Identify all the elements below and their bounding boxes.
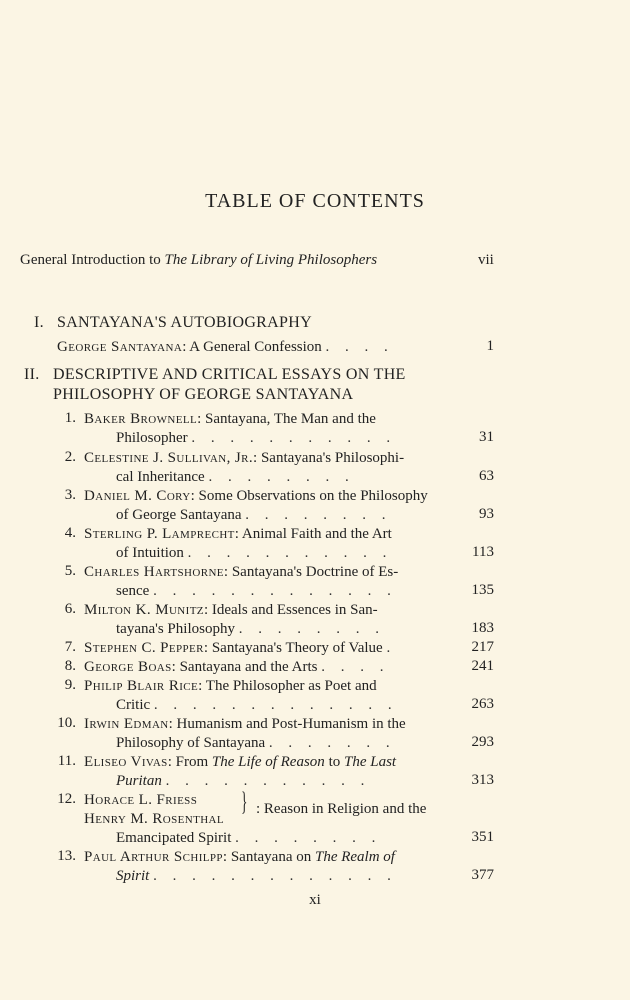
entry-page: 31 [479,429,494,445]
entry-line [84,563,398,582]
page-number: xi [309,892,321,908]
entry-line-2 [116,620,385,639]
entry-author: Irwin Edman [84,716,169,732]
section-1-entry [57,338,394,357]
entry-number: 11. [57,753,76,769]
page-title: TABLE OF CONTENTS [205,190,425,212]
entry-line-2 [116,429,396,448]
entry-author: Sterling P. Lamprecht [84,526,235,542]
entry-italic-title: The Realm of [314,849,395,865]
dot-leader: . . . . . . . . . . . . . [153,583,397,599]
entry-line [84,601,378,620]
entry-line [256,800,426,819]
entry-title: : Humanism and Post-Humanism in the [168,716,406,732]
entry-italic-title-cont: Puritan [116,773,162,789]
dot-leader: . . . . [325,339,394,355]
section-2-title-line2: PHILOSOPHY OF GEORGE SANTAYANA [53,386,354,403]
entry-line [84,715,406,734]
entry-italic-title: The Life of Reason [211,754,325,770]
dot-leader: . . . . . . . [268,735,396,751]
entry-line-2 [116,734,396,753]
entry-author: Milton K. Munitz [84,602,204,618]
entry-line [84,410,376,429]
entry-author: Celestine J. Sullivan, Jr. [84,450,254,466]
section-2-heading [24,364,524,408]
entry-title: : Some Observations on the Philosophy [190,488,428,504]
entry-title-cont: Philosopher [116,430,188,446]
entry-title: : Santayana on [222,849,315,865]
entry-author: Baker Brownell [84,411,198,427]
entry-title: : Santayana and the Arts [171,659,318,675]
entry-author: Charles Hartshorne [84,564,224,580]
entry-line-2 [116,696,398,715]
entry-title-cont: Emancipated Spirit [116,830,232,846]
entry-page: 183 [471,620,494,636]
dot-leader: . [386,640,397,656]
dot-leader: . . . . . . . . . . . [165,773,371,789]
entry-author: Philip Blair Rice [84,678,199,694]
entry-italic-title: The Last [343,754,397,770]
entry-title: : Santayana's Philosophi- [253,450,405,466]
entry-author-line-1 [84,791,197,810]
entry-number: 9. [64,677,76,693]
entry-line-2 [116,506,392,525]
section-2-title-line1: DESCRIPTIVE AND CRITICAL ESSAYS ON THE [53,366,406,383]
general-introduction-italic-title: The Library of Living Philosophers [164,252,378,268]
entry-line [84,658,389,677]
entry-line [84,639,396,658]
general-introduction-label: General Introduction to [20,252,161,268]
entry-page: 93 [479,506,494,522]
entry-title-cont: tayana's Philosophy [116,621,235,637]
brace-glyph: } [241,787,248,816]
dot-leader: . . . . . . . . [235,830,382,846]
dot-leader: . . . . . . . . [245,507,392,523]
section-1-entry-page: 1 [486,338,494,354]
entry-author: Horace L. Friess [84,792,198,808]
entry-author: Paul Arthur Schilpp [84,849,223,865]
entry-line-2 [116,544,392,563]
entry-line [84,677,377,696]
entry-title-cont: of Intuition [116,545,184,561]
entry-number: 10. [57,715,76,731]
entry-number: 4. [64,525,76,541]
entry-line [84,449,404,468]
entry-line-2 [116,468,355,487]
entry-italic-title-cont: Spirit [116,868,150,884]
entry-page: 293 [471,734,494,750]
section-1-heading [34,312,494,334]
dot-leader: . . . . . . . . [208,469,355,485]
entry-page: 63 [479,468,494,484]
entry-title: : Santayana, The Man and the [197,411,376,427]
dot-leader: . . . . . . . . . . . [187,545,393,561]
entry-page: 135 [471,582,494,598]
entry-author: George Santayana [57,339,183,355]
entry-line-2 [116,867,397,886]
entry-title-joiner: to [324,754,344,770]
entry-author: Daniel M. Cory [84,488,191,504]
entry-title-cont: Philosophy of Santayana [116,735,266,751]
entry-line [84,848,395,867]
entry-author: Eliseo Vivas [84,754,168,770]
entry-title: : From [167,754,212,770]
entry-page: 263 [471,696,494,712]
entry-author: Henry M. Rosenthal [84,811,225,827]
entry-number: 6. [64,601,76,617]
entry-line-2 [116,829,381,848]
entry-number: 1. [64,410,76,426]
dot-leader: . . . . . . . . [238,621,385,637]
general-introduction-page: vii [478,252,494,268]
dot-leader: . . . . . . . . . . . [191,430,397,446]
entry-title: : Reason in Religion and the [256,801,427,817]
dot-leader: . . . . . . . . . . . . . [153,697,398,713]
entry-line [84,753,396,772]
entry-author: Stephen C. Pepper [84,640,204,656]
entry-title-cont: of George Santayana [116,507,242,523]
entry-line [84,525,392,544]
entry-number: 12. [57,791,76,807]
entry-line-2 [116,582,397,601]
section-1-title: SANTAYANA'S AUTOBIOGRAPHY [57,314,312,331]
entry-title: : Animal Faith and the Art [234,526,392,542]
entry-number: 5. [64,563,76,579]
general-introduction-entry [20,252,494,269]
entry-author: George Boas [84,659,172,675]
entry-number: 13. [57,848,76,864]
entry-title: : Ideals and Essences in San- [203,602,378,618]
entry-title-cont: Critic [116,697,151,713]
entry-title: : Santayana's Doctrine of Es- [223,564,399,580]
entry-title-cont: sence [116,583,150,599]
entry-page: 217 [471,639,494,655]
entry-page: 351 [471,829,494,845]
entry-title: : A General Confession [182,339,322,355]
section-2-number: II. [24,366,40,383]
entry-number: 7. [64,639,76,655]
section-1-number: I. [34,314,44,331]
entry-title: : The Philosopher as Poet and [198,678,377,694]
dot-leader: . . . . . . . . . . . . . [153,868,397,884]
entry-number: 2. [64,449,76,465]
entry-number: 3. [64,487,76,503]
entry-author-line-2 [84,810,224,829]
dot-leader: . . . . [321,659,390,675]
entry-title-cont: cal Inheritance [116,469,205,485]
entry-page: 241 [471,658,494,674]
entry-page: 377 [471,867,494,883]
entry-page: 313 [471,772,494,788]
entry-page: 113 [472,544,494,560]
entry-title: : Santayana's Theory of Value [203,640,383,656]
entry-line [84,487,428,506]
entry-number: 8. [64,658,76,674]
